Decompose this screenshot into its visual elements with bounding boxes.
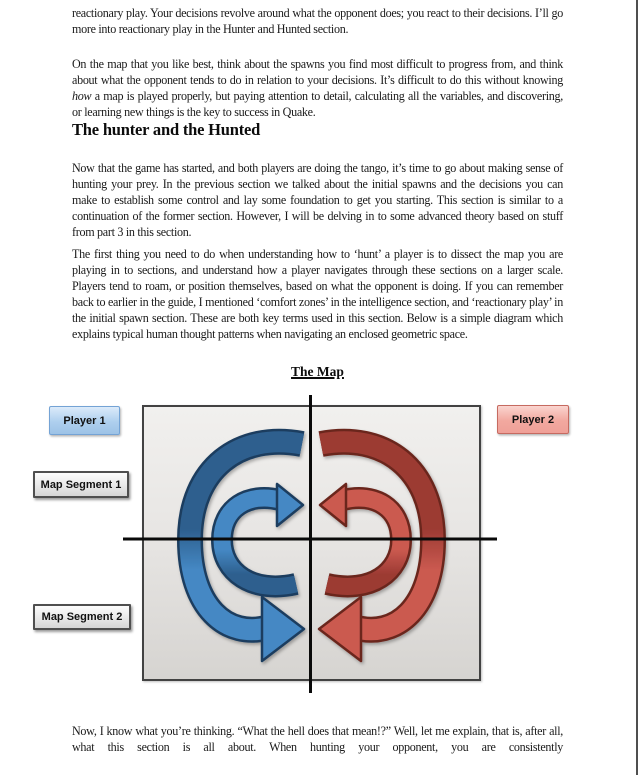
diagram-title: The Map	[291, 364, 344, 379]
body-paragraph-3: Now that the game has started, and both players are doing the tango, it’s time to go about making sense of hunting your prey. In the previous section we talked about the initial spawns and the decisions you can make to establish some control and lay some foundation to get you starting. This section is similar to a continuation of the former section. However, I will be delving in to some advanced theory based on stuff from part 3 in this section.	[72, 161, 563, 239]
paragraph-2-text: On the map that you like best, think about the spawns you find most difficult to progress from, and think about what the opponent tends to do in relation to your decisions. It’s difficult to do this without knowing	[72, 57, 563, 87]
page-right-border	[636, 0, 638, 775]
player2-label: Player 2	[511, 413, 555, 426]
red-outer-arrow	[319, 442, 433, 661]
player1-label: Player 1	[63, 414, 106, 427]
paragraph-2-italic-word: how	[72, 89, 92, 103]
map-diagram-arrows	[0, 390, 640, 700]
player2-label-box	[497, 405, 569, 434]
map-segment1-label: Map Segment 1	[40, 478, 122, 491]
body-paragraph-2	[72, 56, 563, 120]
body-paragraph-4: The first thing you need to do when understanding how to ‘hunt’ a player is to dissect the map you are playing in to sections, and understand how a player navigates through these sections on a larger scale. Players tend to roam, or position themselves, based on what the opponent is doing. If you can remember back to earlier in the guide, I mentioned ‘comfort zones’ in the intelligence section, and ‘reactionary play’ in the initial spawn section. These are both key terms used in this section. Below is a simple diagram which explains typical human thought patterns when navigating an enclosed geometric space.	[72, 247, 563, 341]
map-segment2-label: Map Segment 2	[41, 611, 123, 623]
player1-label-box	[49, 406, 120, 435]
paragraph-2-text-after: a map is played properly, but paying attention to detail, calculating all the variables, and discovering, or learning new things is the key to success in Quake.	[72, 89, 563, 119]
map-segment2-label-box	[33, 604, 131, 630]
red-inner-arrow	[320, 484, 401, 586]
map-segment1-label-box	[33, 471, 129, 498]
blue-outer-arrow	[190, 442, 304, 661]
section-heading: The hunter and the Hunted	[72, 120, 261, 139]
body-paragraph-1: reactionary play. Your decisions revolve around what the opponent does; you react to their decisions. I’ll go more into reactionary play in the Hunter and Hunted section.	[72, 6, 563, 36]
blue-inner-arrow	[222, 484, 303, 586]
closing-paragraph: Now, I know what you’re thinking. “What the hell does that mean!?” Well, let me explain, that is, after all, what this section is all about. When hunting your opponent, you are consistently	[72, 724, 563, 754]
